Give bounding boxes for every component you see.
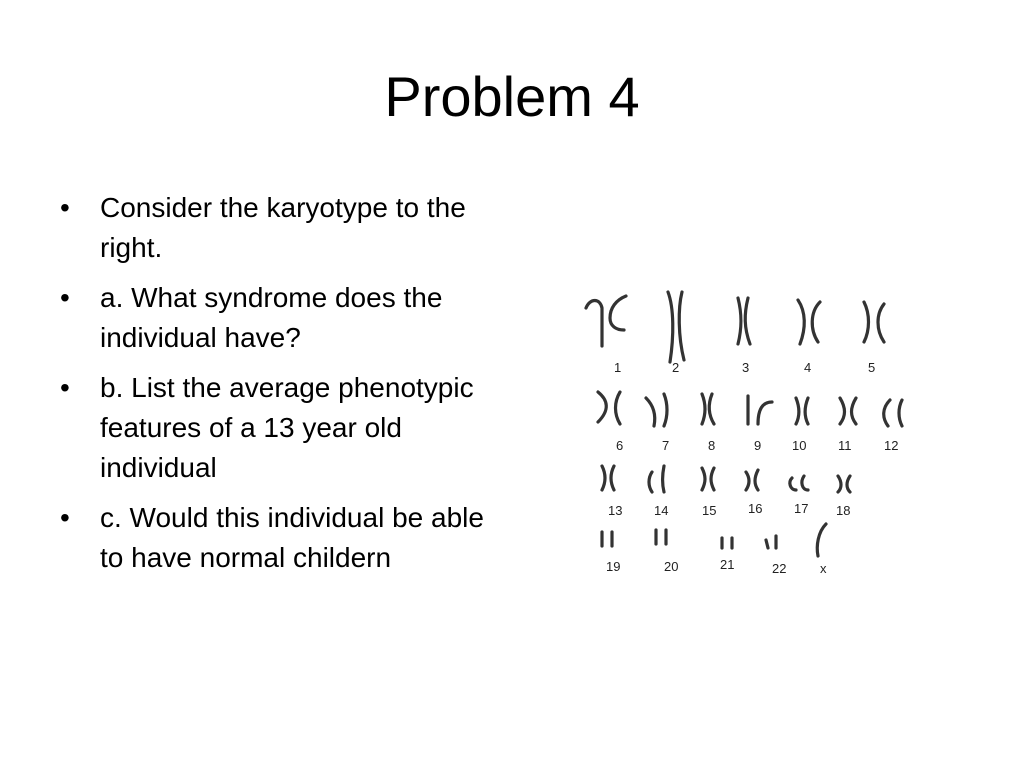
chromosome-19	[602, 532, 612, 546]
label-13: 13	[608, 503, 623, 518]
bullet-item	[60, 278, 500, 358]
bullet-glyph: •	[60, 282, 70, 313]
label-12: 12	[884, 438, 899, 453]
label-1: 1	[614, 360, 622, 375]
chromosome-21	[722, 538, 732, 548]
chromosome-11	[840, 398, 856, 424]
bullet-item	[60, 368, 500, 488]
label-16: 16	[748, 501, 763, 516]
bullet-glyph: •	[60, 502, 70, 533]
chromosome-6	[598, 392, 620, 424]
label-17: 17	[794, 501, 809, 516]
chromosome-8	[702, 394, 714, 424]
chromosome-16	[746, 470, 758, 490]
label-6: 6	[616, 438, 624, 453]
label-8: 8	[708, 438, 716, 453]
bullet-text: a. What syndrome does the individual have?	[100, 282, 443, 353]
bullet-text: b. List the average phenotypic features of a 13 year old individual	[100, 372, 474, 483]
chromosome-17	[790, 476, 808, 490]
slide-title: Problem 4	[384, 65, 640, 128]
label-2: 2	[672, 360, 680, 375]
chromosome-1	[586, 296, 626, 346]
label-7: 7	[662, 438, 670, 453]
label-19: 19	[606, 559, 621, 574]
chromosome-12	[884, 400, 902, 426]
bullet-text: c. Would this individual be able to have normal childern	[100, 502, 484, 573]
label-15: 15	[702, 503, 717, 518]
chromosome-14	[649, 466, 664, 492]
bullet-glyph: •	[60, 372, 70, 403]
label-11: 11	[838, 438, 852, 453]
label-4: 4	[804, 360, 812, 375]
bullet-item	[60, 188, 500, 268]
chromosome-9	[748, 396, 772, 424]
label-9: 9	[754, 438, 762, 453]
chromosome-7	[646, 394, 667, 426]
chromosome-13	[602, 466, 614, 490]
chromosome-4	[798, 300, 820, 344]
label-14: 14	[654, 503, 669, 518]
chromosome-x	[817, 524, 826, 556]
label-3: 3	[742, 360, 750, 375]
chromosome-18	[838, 476, 850, 492]
bullet-list	[60, 188, 500, 588]
label-10: 10	[792, 438, 807, 453]
label-22: 22	[772, 561, 787, 576]
chromosome-5	[864, 302, 884, 342]
label-x: x	[820, 561, 827, 576]
label-18: 18	[836, 503, 851, 518]
chromosome-22	[766, 536, 776, 548]
chromosome-10	[796, 398, 808, 424]
chromosome-3	[738, 298, 750, 344]
label-5: 5	[868, 360, 876, 375]
label-20: 20	[664, 559, 679, 574]
chromosome-15	[702, 468, 714, 490]
bullet-glyph: •	[60, 192, 70, 223]
bullet-item	[60, 498, 500, 578]
label-21: 21	[720, 557, 735, 572]
bullet-text: Consider the karyotype to the right.	[100, 192, 466, 263]
karyotype-figure	[576, 284, 912, 584]
chromosome-20	[656, 530, 666, 544]
chromosome-2	[668, 292, 684, 362]
